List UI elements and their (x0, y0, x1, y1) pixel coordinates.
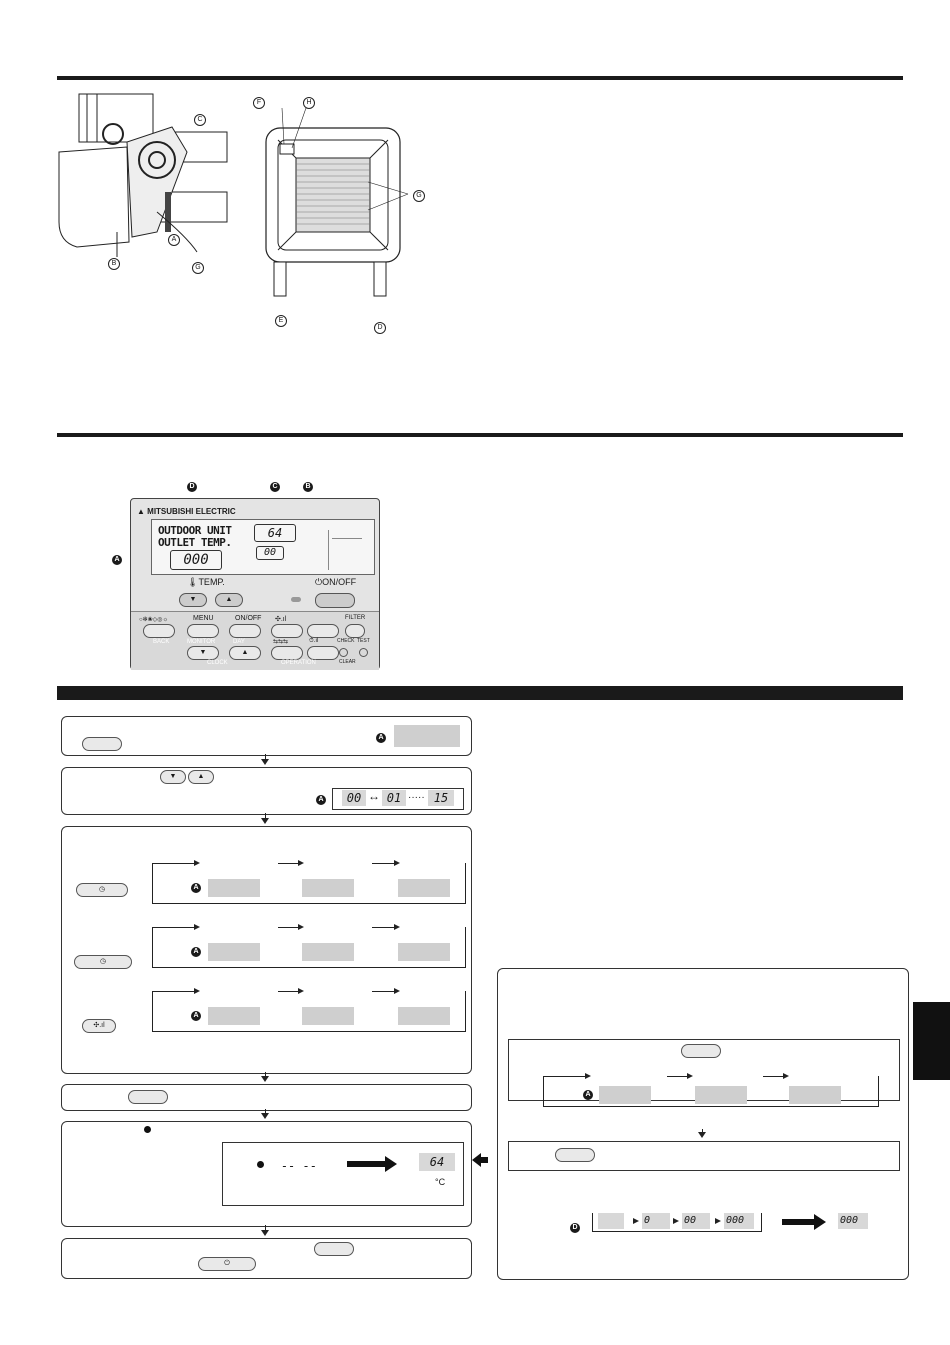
flow-arrow-2 (261, 818, 269, 824)
lcd-value-mid: 00 (256, 546, 284, 560)
thermometer-icon: 🌡 (187, 577, 199, 587)
step3-row2-cell1 (208, 943, 260, 961)
flow-arrow-3 (261, 1076, 269, 1082)
step3-r3-h2 (298, 988, 304, 994)
lcd-divider-h (332, 538, 362, 539)
step3-row2-cell3 (398, 943, 450, 961)
step2-down-button[interactable]: ▼ (160, 770, 186, 784)
flow-step-4 (61, 1084, 472, 1111)
remote-lcd (151, 519, 375, 575)
step3-r3-a2 (278, 991, 298, 992)
filter-label: FILTER (345, 615, 366, 621)
step3-timer-button[interactable]: ◷ (74, 955, 132, 969)
side-marker-d: D (570, 1223, 580, 1233)
step3-row3-cell2 (302, 1007, 354, 1025)
side-button[interactable] (681, 1044, 721, 1058)
temp-label: 🌡TEMP. (187, 577, 225, 587)
flow-step-2 (61, 767, 472, 815)
clock-label: CLOCK (207, 660, 228, 666)
louver-button[interactable] (307, 624, 339, 638)
flow-step-5 (61, 1121, 472, 1227)
power-icon: ⏻ (315, 577, 323, 587)
remote-lower-panel (131, 611, 379, 670)
step3-row3-cell1 (208, 1007, 260, 1025)
side-seq-h1 (633, 1218, 639, 1224)
small-onoff-button[interactable] (229, 624, 261, 638)
label-c: C (194, 114, 206, 126)
side-seq-1: 00 (682, 1213, 710, 1229)
step6-button[interactable] (314, 1242, 354, 1256)
check-button[interactable] (339, 648, 348, 657)
remote-callout-c: C (270, 482, 280, 492)
remote-callout-d: D (187, 482, 197, 492)
step2-arrow-icon: ↔ (368, 789, 380, 803)
side-seq-0: 0 (642, 1213, 670, 1229)
step3-r3-a3 (372, 991, 394, 992)
step3-row1-cell3 (398, 879, 450, 897)
side-a3 (763, 1076, 783, 1077)
test-button[interactable] (359, 648, 368, 657)
step3-row1-cell1 (208, 879, 260, 897)
section-bar-flow (57, 686, 903, 700)
step3-r1-h2 (298, 860, 304, 866)
side-a1 (543, 1076, 585, 1077)
side-h2 (687, 1073, 693, 1079)
small-onoff-label: ON/OFF (235, 615, 262, 622)
step2-value-2: 15 (428, 790, 454, 806)
step3-r2-a3 (372, 927, 394, 928)
menu-button[interactable] (187, 624, 219, 638)
clock-up-button[interactable]: ▲ (229, 646, 261, 660)
step5-panel-dot-icon (257, 1161, 264, 1168)
back-label: BACK (153, 639, 170, 645)
label-b: B (108, 258, 120, 270)
test-label: TEST (357, 638, 370, 644)
side-seq-2: 000 (724, 1213, 754, 1229)
cassette-panel-illustration (260, 108, 410, 308)
remote-callout-a: A (112, 555, 122, 565)
remote-callout-b: B (303, 482, 313, 492)
fan-button[interactable] (271, 624, 303, 638)
step3-row2-marker: A (191, 947, 201, 957)
side-cell2 (695, 1086, 747, 1104)
menu-label: MENU (193, 615, 214, 622)
section-rule-middle (57, 433, 903, 437)
flow-arrow-4 (261, 1113, 269, 1119)
mode-icons-label: ○✻❀◇◎☼ (139, 617, 169, 623)
flow-arrow-1 (261, 759, 269, 765)
step3-r1-a3 (372, 863, 394, 864)
step3-r1-h3 (394, 860, 400, 866)
side-seq-blank (598, 1213, 624, 1229)
step3-r3-h1 (194, 988, 200, 994)
step3-r1-a1 (152, 863, 194, 864)
onoff-button[interactable] (315, 593, 355, 608)
filter-button[interactable] (345, 624, 365, 638)
step3-r2-h1 (194, 924, 200, 930)
section-rule-top (57, 76, 903, 80)
step3-r3-a1 (152, 991, 194, 992)
side-h1 (585, 1073, 591, 1079)
day-label: DAY (233, 639, 245, 645)
step1-marker: A (376, 733, 386, 743)
side-cell3 (789, 1086, 841, 1104)
step3-r1-a2 (278, 863, 298, 864)
indicator-lamp (291, 597, 301, 602)
label-h: H (303, 97, 315, 109)
step5-big-arrow-head (385, 1156, 397, 1172)
side-step2-button[interactable] (555, 1148, 595, 1162)
check-label: CHECK (337, 638, 355, 644)
vane-icon: ⇆⇆⇆ (273, 639, 289, 645)
lcd-value-big: 000 (170, 550, 222, 570)
label-g-right: G (413, 190, 425, 202)
step6-onoff-button[interactable]: ⏻ (198, 1257, 256, 1271)
step5-blink-value: -- -- (280, 1159, 318, 1173)
side-panel (497, 968, 909, 1280)
side-seq-h2 (673, 1218, 679, 1224)
step3-row1-marker: A (191, 883, 201, 893)
label-f: F (253, 97, 265, 109)
step2-dots: ····· (408, 792, 425, 803)
side-h3 (783, 1073, 789, 1079)
step3-r2-a1 (152, 927, 194, 928)
step3-row2-cell2 (302, 943, 354, 961)
label-g-left: G (192, 262, 204, 274)
side-big-arrow-head (814, 1214, 826, 1230)
side-marker: A (583, 1090, 593, 1100)
step3-row3-marker: A (191, 1011, 201, 1021)
mode-button[interactable] (143, 624, 175, 638)
flow-step-6 (61, 1238, 472, 1279)
timer-button[interactable] (307, 646, 339, 660)
step3-r2-a2 (278, 927, 298, 928)
section-tab (913, 1002, 950, 1080)
side-seq-h3 (715, 1218, 721, 1224)
step5-big-arrow-icon (347, 1161, 387, 1167)
step3-row3-cell3 (398, 1007, 450, 1025)
fan-icon: ✣.ıl (275, 616, 287, 623)
side-result: 000 (838, 1213, 868, 1229)
step3-r1-h1 (194, 860, 200, 866)
step2-marker: A (316, 795, 326, 805)
side-big-arrow-icon (782, 1219, 816, 1225)
vane-button[interactable] (271, 646, 303, 660)
remote-controller (130, 498, 380, 670)
monitor-label: MONITOR (187, 639, 216, 645)
step3-r3-h3 (394, 988, 400, 994)
flow-step-3 (61, 826, 472, 1074)
clear-label: CLEAR (339, 659, 356, 665)
step1-display (394, 725, 460, 747)
step5-panel (222, 1142, 464, 1206)
step5-dot-icon (144, 1126, 151, 1133)
step2-value-1: 01 (382, 790, 406, 806)
remote-brand: ▲ MITSUBISHI ELECTRIC (137, 507, 236, 516)
step3-clock-button[interactable]: ◷ (76, 883, 128, 897)
side-arrow (698, 1132, 706, 1138)
lcd-value-top: 64 (254, 524, 296, 542)
flow-arrow-5 (261, 1230, 269, 1236)
step3-r2-h3 (394, 924, 400, 930)
step5-value: 64 (419, 1153, 455, 1171)
side-link-arrow-head (472, 1153, 481, 1167)
step3-row1-cell2 (302, 879, 354, 897)
flow-step-1 (61, 716, 472, 756)
side-step2-box (508, 1141, 900, 1171)
onoff-label: ⏻ON/OFF (315, 577, 357, 587)
label-a: A (168, 234, 180, 246)
step2-value-0: 00 (342, 790, 366, 806)
step4-button[interactable] (128, 1090, 168, 1104)
step5-unit: °C (435, 1177, 446, 1187)
step1-button[interactable] (82, 737, 122, 751)
step3-r2-h2 (298, 924, 304, 930)
label-d: D (374, 322, 386, 334)
lcd-line1: OUTDOOR UNIT (158, 524, 232, 537)
mitsubishi-logo-icon: ▲ (137, 507, 145, 516)
side-cell1 (599, 1086, 651, 1104)
timer-icon: ⏱.ıl (309, 638, 319, 644)
operation-label: OPERATION (281, 660, 316, 666)
side-subbox (508, 1039, 900, 1101)
step2-up-button[interactable]: ▲ (188, 770, 214, 784)
temp-down-button[interactable]: ▼ (179, 593, 207, 607)
temp-up-button[interactable]: ▲ (215, 593, 243, 607)
step3-fan-button[interactable]: ✣.ıl (82, 1019, 116, 1033)
lcd-line2: OUTLET TEMP. (158, 536, 232, 549)
side-a2 (667, 1076, 687, 1077)
lcd-divider (328, 530, 329, 570)
label-e: E (275, 315, 287, 327)
clock-down-button[interactable]: ▼ (187, 646, 219, 660)
